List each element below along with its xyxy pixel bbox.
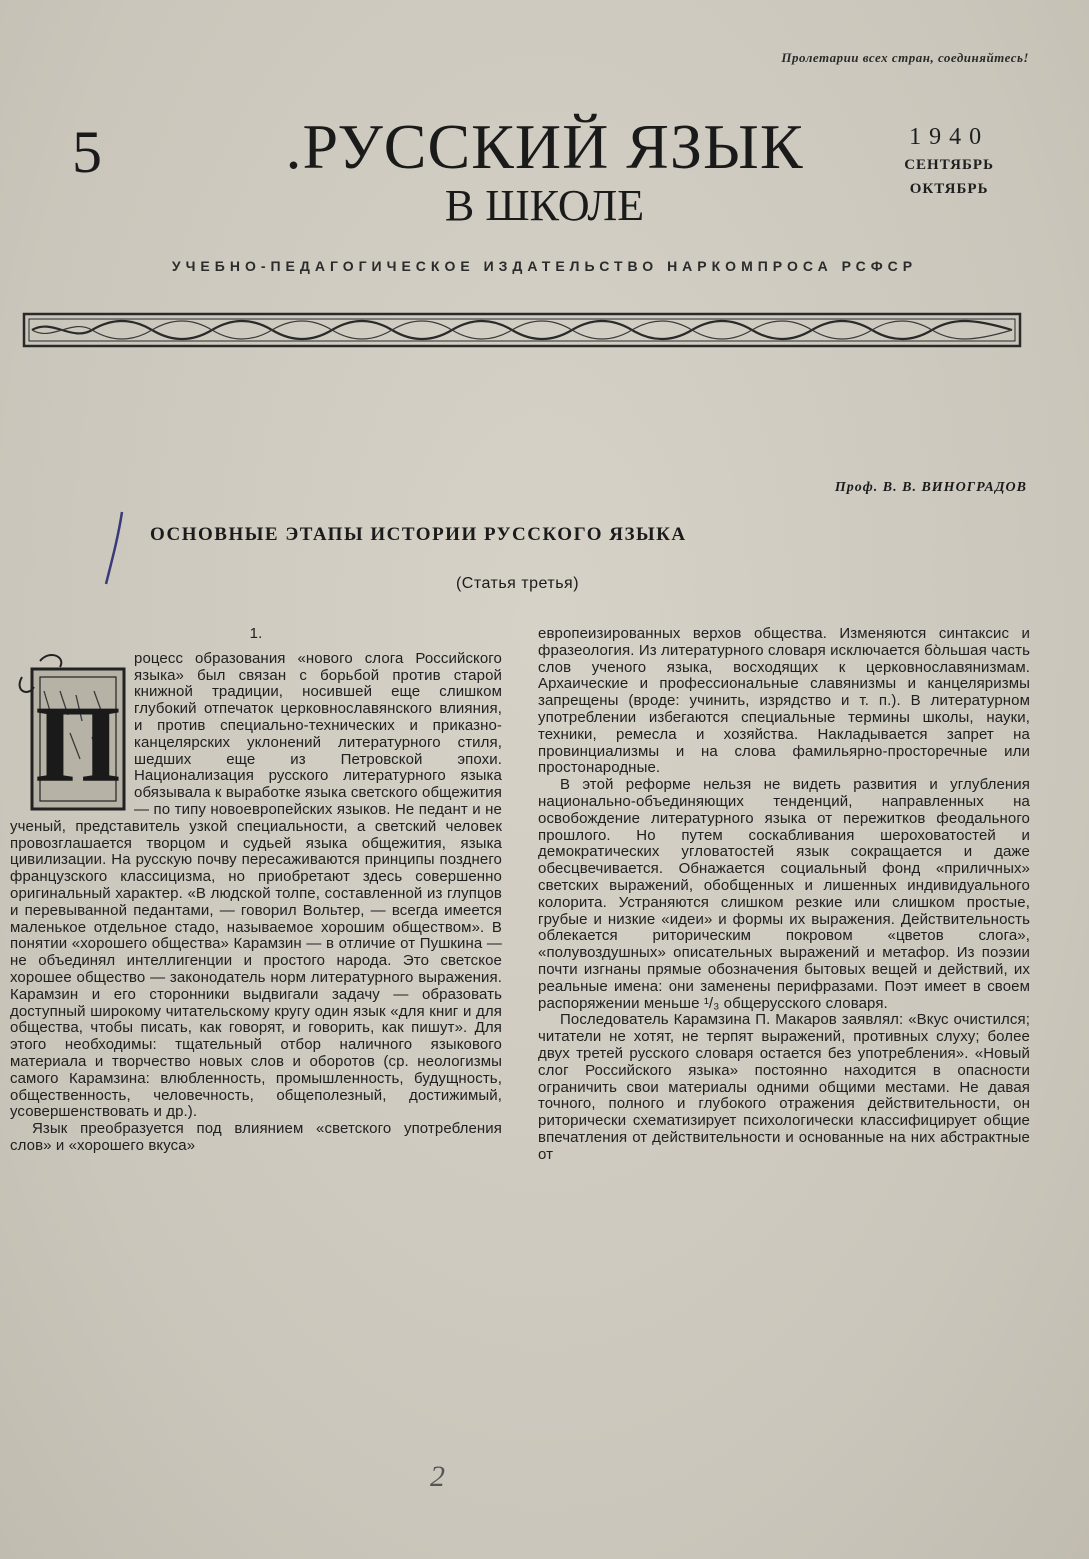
motto: Пролетарии всех стран, соединяйтесь! <box>781 50 1029 65</box>
text-column-right <box>538 626 1030 1164</box>
issue-month-2: ОКТЯБРЬ <box>909 181 989 197</box>
ornament-border <box>22 312 1022 348</box>
issue-number: 5 <box>72 119 102 185</box>
section-number: 1. <box>249 625 263 642</box>
dropcap-letter: П <box>35 682 121 805</box>
publisher-line: УЧЕБНО-ПЕДАГОГИЧЕСКОЕ ИЗДАТЕЛЬСТВО НАРКОМПРОСА РСФСР <box>171 258 918 274</box>
issue-month-1: СЕНТЯБРЬ <box>904 157 994 173</box>
text-column-left <box>10 626 502 1155</box>
journal-title: .РУССКИЙ ЯЗЫК <box>285 111 804 182</box>
issue-year: 1940 <box>909 124 990 150</box>
journal-title-line2: В ШКОЛЕ <box>444 181 645 230</box>
page-mark: 2 <box>430 1460 445 1493</box>
article-subtitle: (Статья третья) <box>455 575 580 592</box>
paragraph-right-1: европеизированных верхов общества. Изменяются синтаксис и фразеология. Из литературного словаря исключается бо̀льшая часть слов ученого языка, восходящих к церковнославянизмам. Архаические и профессиональные славянизмы и канцеляризмы запрещены (вроде: учинить, изрядство и т. п.). В литературном употреблении избегаются специальные термины школы, науки, техники, ремесла и хозяйства. Накладывается запрет на провинциализмы и на слова фамильярно-просторечные или простонародные. <box>538 625 1030 777</box>
article-title: ОСНОВНЫЕ ЭТАПЫ ИСТОРИИ РУССКОГО ЯЗЫКА <box>150 524 687 545</box>
paragraph-left-1: роцесс образования «нового слога Российского языка» был связан с борьбой против старой книжной традиции, носившей еще слишком глубокий отпечаток церковнославянского влияния, и против специально-технических и приказно-канцелярских уклонений литературного стиля, шедших еще из Петровской эпохи. Национализация русского литературного языка обязывала к выработке языка светского общежития — по типу новоевропейских языков. Не педант и не ученый, представитель узкой специальности, а светский человек провозглашается творцом и судьей языка общежития, языка цивилизации. На русскую почву пересаживаются принципы позднего французского классицизма, но приобретают здесь совершенно оригинальный характер. «В людской толпе, составленной из глупцов и перевыванной педантами, — говорил Вольтер, — всегда имеется маленькое отдельное стадо, называемое хорошим обществом». В понятии «хорошего общества» Карамзин — в отличие от Пушкина — не объединял интеллигенции и простого народа. Это светское хорошее общество — законодатель норм литературного выражения. Карамзин и его сторонники выдвигали задачу — образовать доступный широкому читательскому кругу один язык «для книг и для общества, чтобы писать, как говорят, и говорить, как пишут». Для этого необходимы: тщательный отбор наличного языкового материала и творчество новых слов и оборотов (ср. неологизмы самого Карамзина: влюбленность, промышленность, будущность, общественность, человечность, общеполезный, достижимый, усовершенствовать и др.). <box>10 649 502 1121</box>
issue-date <box>904 124 994 199</box>
dropcap <box>10 651 126 813</box>
article-author: Проф. В. В. ВИНОГРАДОВ <box>834 480 1027 495</box>
paragraph-right-3: Последователь Карамзина П. Макаров заявлял: «Вкус очистился; читатели не хотят, не терпят выражений, противных слуху; более двух третей русского словаря остается без употребления». «Новый слог Российского языка» постоянно находится в опасности ограничить свои материалы одними общими местами. Не давая точного, полного и глубокого отражения действительности, он риторически схематизирует психологически классифицирует общие впечатления от действительности и основанные на них абстрактные от <box>538 1011 1030 1163</box>
paragraph-left-2: Язык преобразуется под влиянием «светского употребления слов» и «хорошего вкуса» <box>10 1120 502 1154</box>
paragraph-right-2: В этой реформе нельзя не видеть развития и углубления национально-объединяющих тенденций, направленных на освобождение литературного языка от пережитков феодального прошлого. Но путем соскабливания шероховатостей и демократических угловатостей язык сокращается и даже обесцвечивается. Обнажается социальный фонд «приличных» светских выражений, обобщенных и лишенных индивидуального колорита. Устраняются слишком резкие или слишком простые, грубые и низкие «идеи» и формы их выражения. Действительность облекается риторическим покровом «цветов слога», «полувоздушных» описательных выражений и метафор. Из поэзии почти изгнаны прямые обозначения бытовых вещей и действий, их реальные имена: они заменены перифразами. Поэт имеет в своем распоряжении меньше ¹/₃ общерусского словаря. <box>538 776 1030 1012</box>
